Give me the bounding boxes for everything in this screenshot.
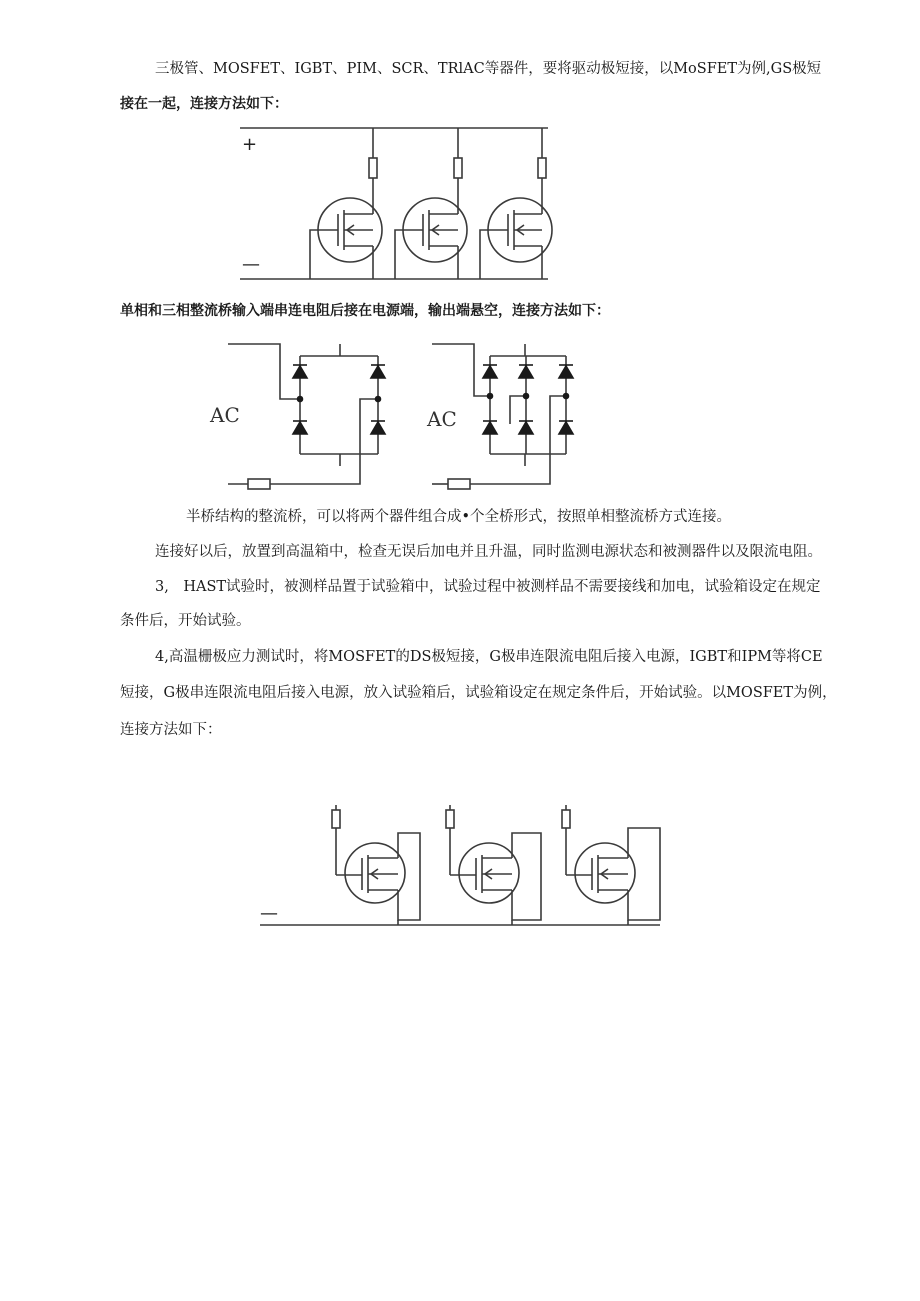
paragraph-4: 连接好以后，放置到高温箱中，检查无误后加电并且升温，同时监测电源状态和被测器件以及限流电阻。 bbox=[155, 544, 822, 560]
paragraph-6-line-3: 连接方法如下： bbox=[120, 722, 222, 738]
paragraph-6-line-2: 短接，G极串连限流电阻后接入电源，放入试验箱后，试验箱设定在规定条件后，开始试验。以MOSFET为例， bbox=[120, 685, 837, 701]
paragraph-1-line-2: 接在一起，连接方法如下： bbox=[120, 96, 288, 112]
paragraph-5-line-1: 3, HAST试验时，被测样品置于试验箱中，试验过程中被测样品不需要接线和加电，试验箱设定在规定 bbox=[155, 579, 821, 595]
figure-rectifier-bridges bbox=[200, 334, 600, 499]
ac-label-three-phase: AC bbox=[427, 407, 457, 431]
paragraph-3: 半桥结构的整流桥，可以将两个器件组合成•个全桥形式，按照单相整流桥方式连接。 bbox=[186, 509, 732, 525]
paragraph-1-line-1: 三极管、MOSFET、IGBT、PIM、SCR、TRlAC等器件，要将驱动极短接，以MoSFET为例,GS极短 bbox=[155, 61, 822, 77]
figure-gate-stress-connection bbox=[250, 800, 680, 940]
ac-label-single-phase: AC bbox=[210, 403, 240, 427]
figure-mosfet-gs-short bbox=[230, 118, 570, 293]
plus-label: + bbox=[242, 134, 258, 155]
minus-label: — bbox=[242, 254, 260, 275]
paragraph-6-line-1: 4,高温栅极应力测试时，将MOSFET的DS极短接，G极串连限流电阻后接入电源，IGBT和IPM等将CE bbox=[155, 649, 823, 665]
paragraph-2: 单相和三相整流桥输入端串连电阻后接在电源端，输出端悬空，连接方法如下： bbox=[120, 303, 610, 319]
paragraph-5-line-2: 条件后，开始试验。 bbox=[120, 613, 251, 629]
minus-label: — bbox=[260, 903, 278, 924]
